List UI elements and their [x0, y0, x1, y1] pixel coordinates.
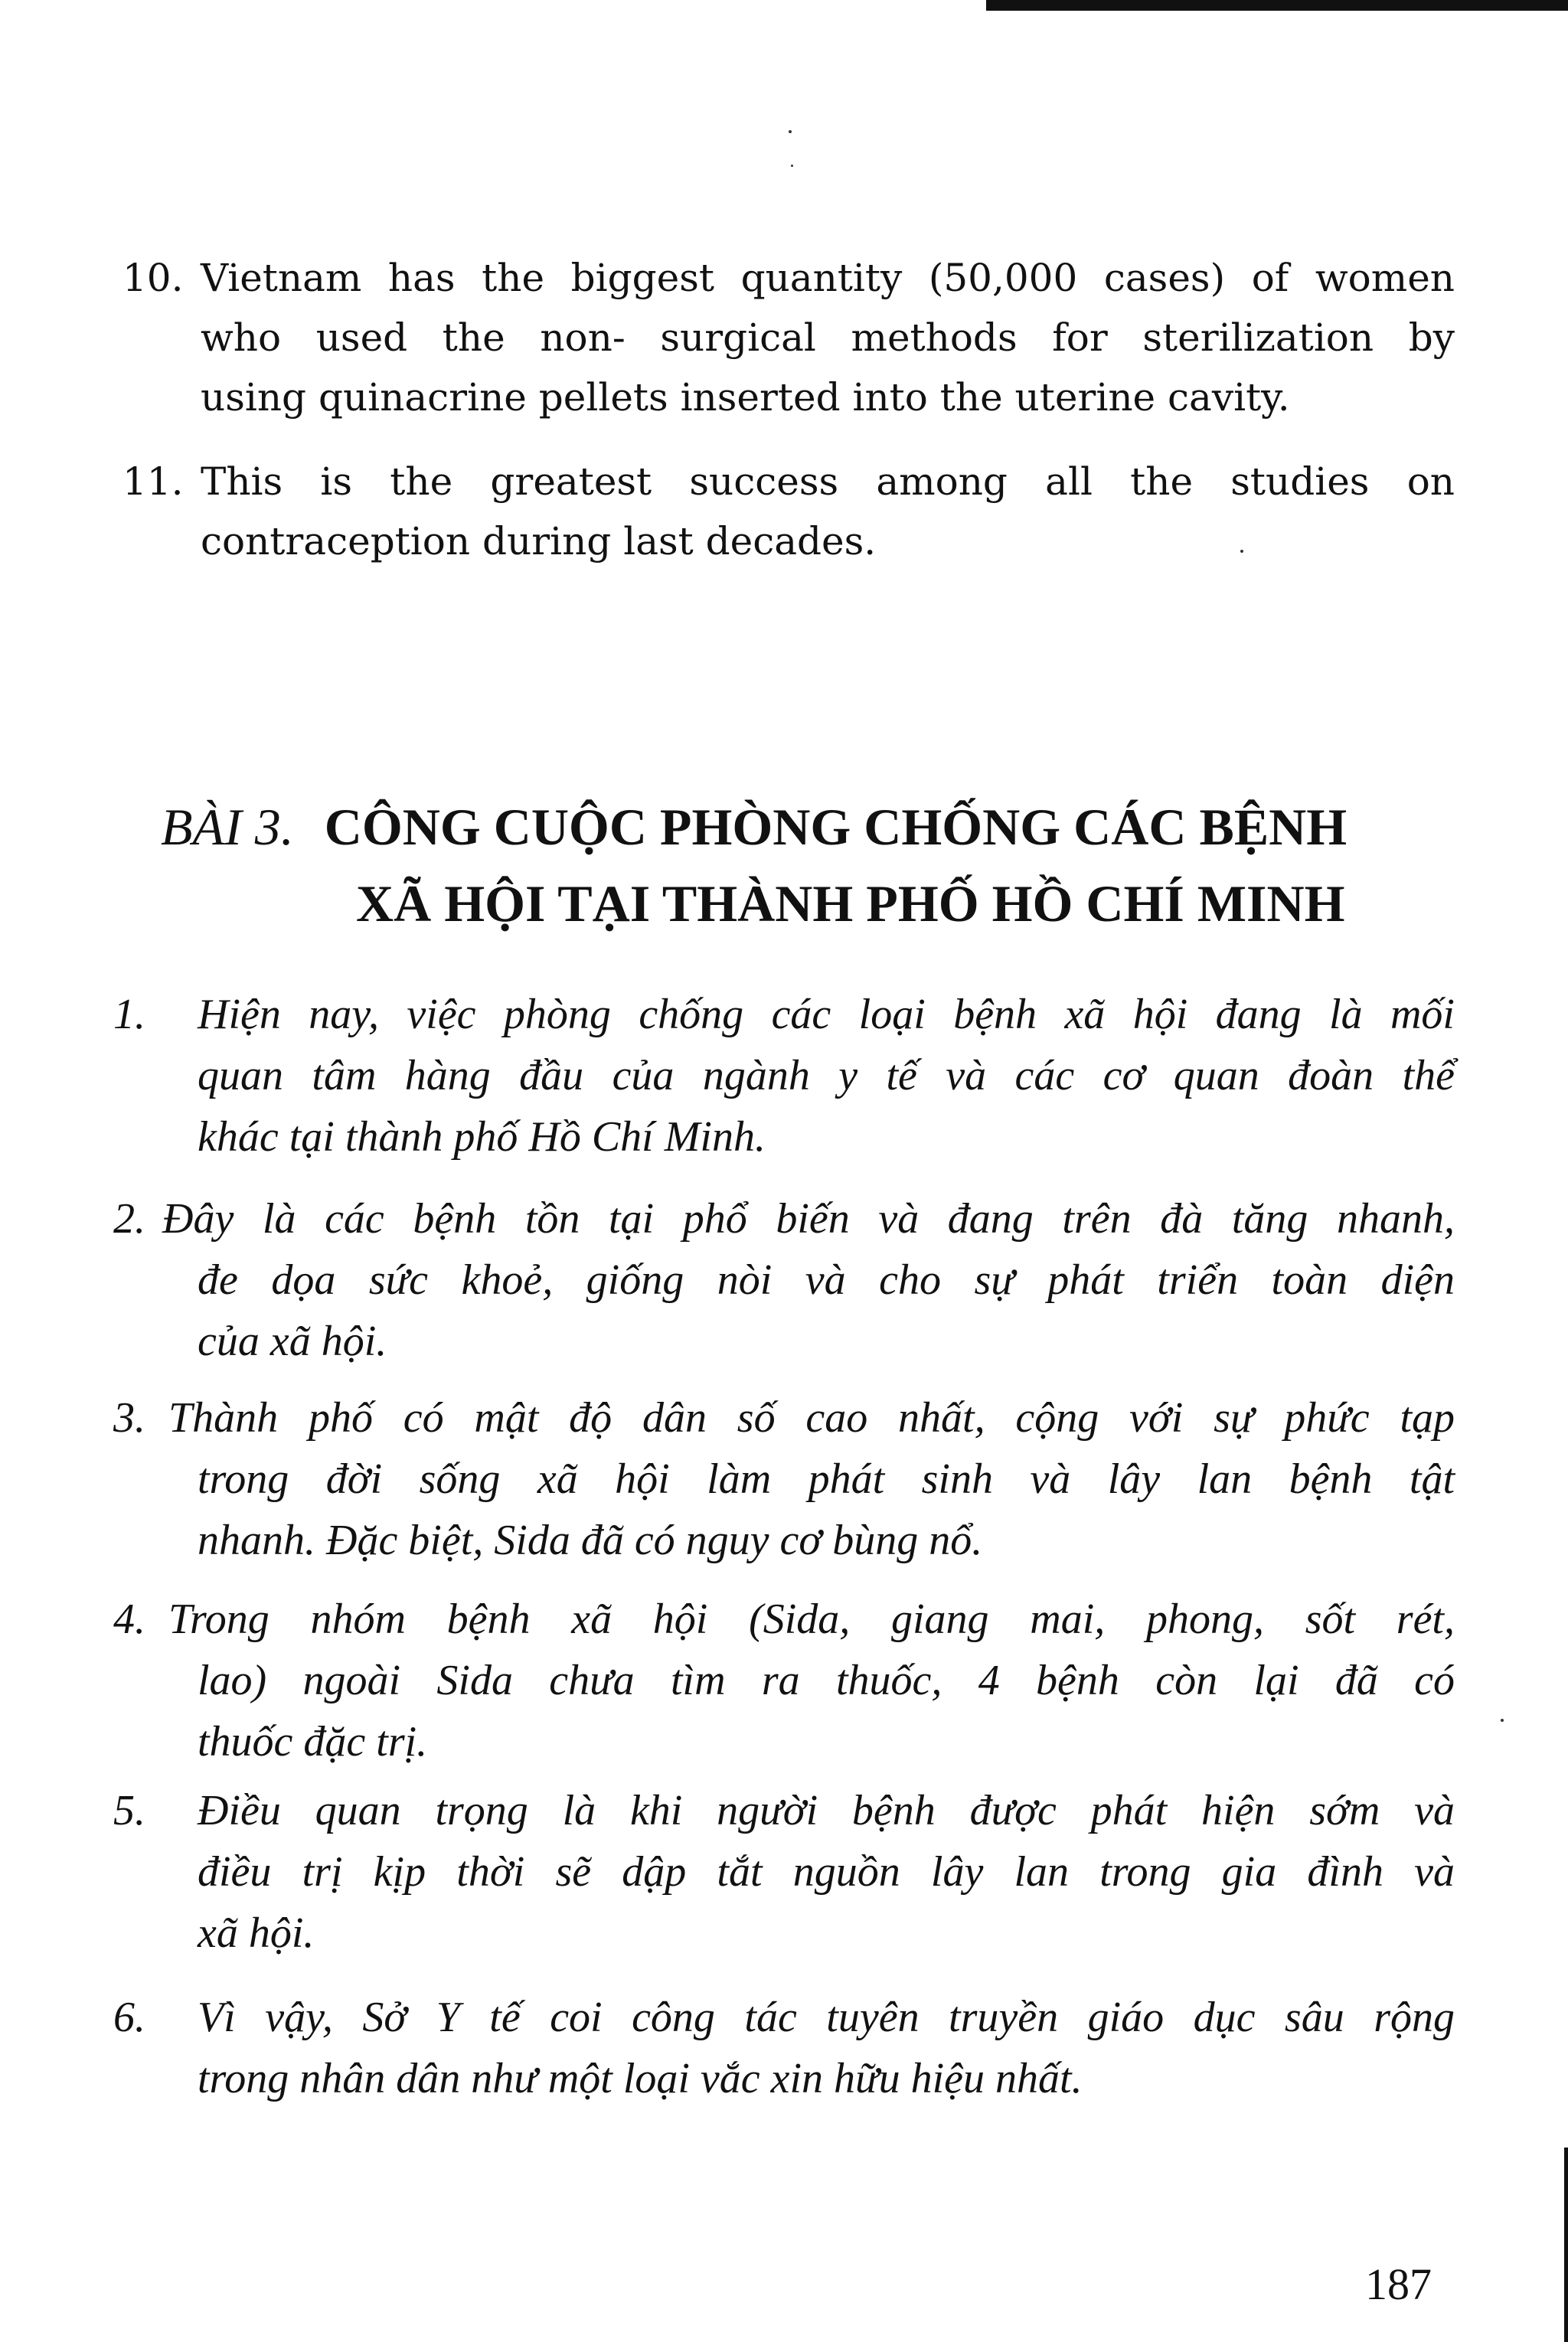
item-number: 2.	[113, 1195, 145, 1243]
item-text-line: Thành phố có mật độ dân số cao nhất, cộng với sự phức tạp	[168, 1394, 1455, 1442]
heading-line-2: XÃ HỘI TẠI THÀNH PHỐ HỒ CHÍ MINH	[356, 874, 1345, 933]
item-text-line: quan tâm hàng đầu của ngành y tế và các cơ quan đoàn thể	[198, 1052, 1455, 1099]
item-text-line: using quinacrine pellets inserted into the uterine cavity.	[201, 375, 1290, 420]
list-item	[122, 452, 1455, 571]
item-number: 11.	[122, 459, 184, 504]
scan-speck	[1501, 1719, 1504, 1722]
item-text-line: trong nhân dân như một loại vắc xin hữu hiệu nhất.	[198, 2055, 1083, 2102]
item-text-line: Điều quan trọng là khi người bệnh được phát hiện sớm và	[198, 1787, 1455, 1834]
item-number: 4.	[113, 1596, 145, 1643]
section-heading	[161, 789, 1462, 942]
list-item	[113, 1987, 1455, 2109]
item-number: 1.	[113, 991, 145, 1038]
list-item	[122, 248, 1455, 427]
list-item	[113, 1387, 1455, 1571]
list-item	[113, 1780, 1455, 1964]
item-text-line: thuốc đặc trị.	[198, 1718, 428, 1765]
item-text-line: who used the non- surgical methods for sterilization by	[201, 315, 1455, 360]
item-number: 5.	[113, 1787, 145, 1834]
item-text-line: Trong nhóm bệnh xã hội (Sida, giang mai, phong, sốt rét,	[168, 1596, 1455, 1643]
item-text-line: nhanh. Đặc biệt, Sida đã có nguy cơ bùng nổ.	[198, 1517, 983, 1564]
page-number: 187	[1365, 2259, 1432, 2309]
item-text-line: khác tại thành phố Hồ Chí Minh.	[198, 1113, 766, 1161]
top-border-rule	[986, 0, 1568, 11]
item-text-line: xã hội.	[198, 1909, 315, 1957]
item-text-line: Vì vậy, Sở Y tế coi công tác tuyên truyền giáo dục sâu rộng	[198, 1994, 1455, 2041]
heading-line-1: CÔNG CUỘC PHÒNG CHỐNG CÁC BỆNH	[324, 798, 1348, 856]
item-text-line: contraception during last decades.	[201, 519, 877, 563]
scan-speck	[789, 130, 792, 133]
list-item	[113, 984, 1455, 1168]
item-text-line: của xã hội.	[198, 1318, 387, 1365]
item-text-line: điều trị kịp thời sẽ dập tắt nguồn lây lan trong gia đình và	[198, 1848, 1455, 1896]
list-item	[113, 1589, 1455, 1772]
right-border-rule	[1564, 2148, 1568, 2342]
item-text-line: This is the greatest success among all the studies on	[201, 459, 1455, 504]
item-text-line: Vietnam has the biggest quantity (50,000 cases) of women	[201, 256, 1455, 300]
lesson-label: BÀI 3.	[161, 798, 294, 856]
item-text-line: Đây là các bệnh tồn tại phổ biến và đang trên đà tăng nhanh,	[162, 1195, 1455, 1243]
item-text-line: đe dọa sức khoẻ, giống nòi và cho sự phát triển toàn diện	[198, 1256, 1455, 1304]
item-number: 3.	[113, 1394, 145, 1442]
item-number: 6.	[113, 1994, 145, 2041]
item-text-line: trong đời sống xã hội làm phát sinh và lây lan bệnh tật	[198, 1455, 1455, 1503]
item-text-line: Hiện nay, việc phòng chống các loại bệnh xã hội đang là mối	[198, 991, 1455, 1038]
scan-speck	[791, 165, 793, 167]
list-item	[113, 1188, 1455, 1372]
item-text-line: lao) ngoài Sida chưa tìm ra thuốc, 4 bệnh còn lại đã có	[198, 1657, 1455, 1704]
item-number: 10.	[122, 256, 184, 300]
